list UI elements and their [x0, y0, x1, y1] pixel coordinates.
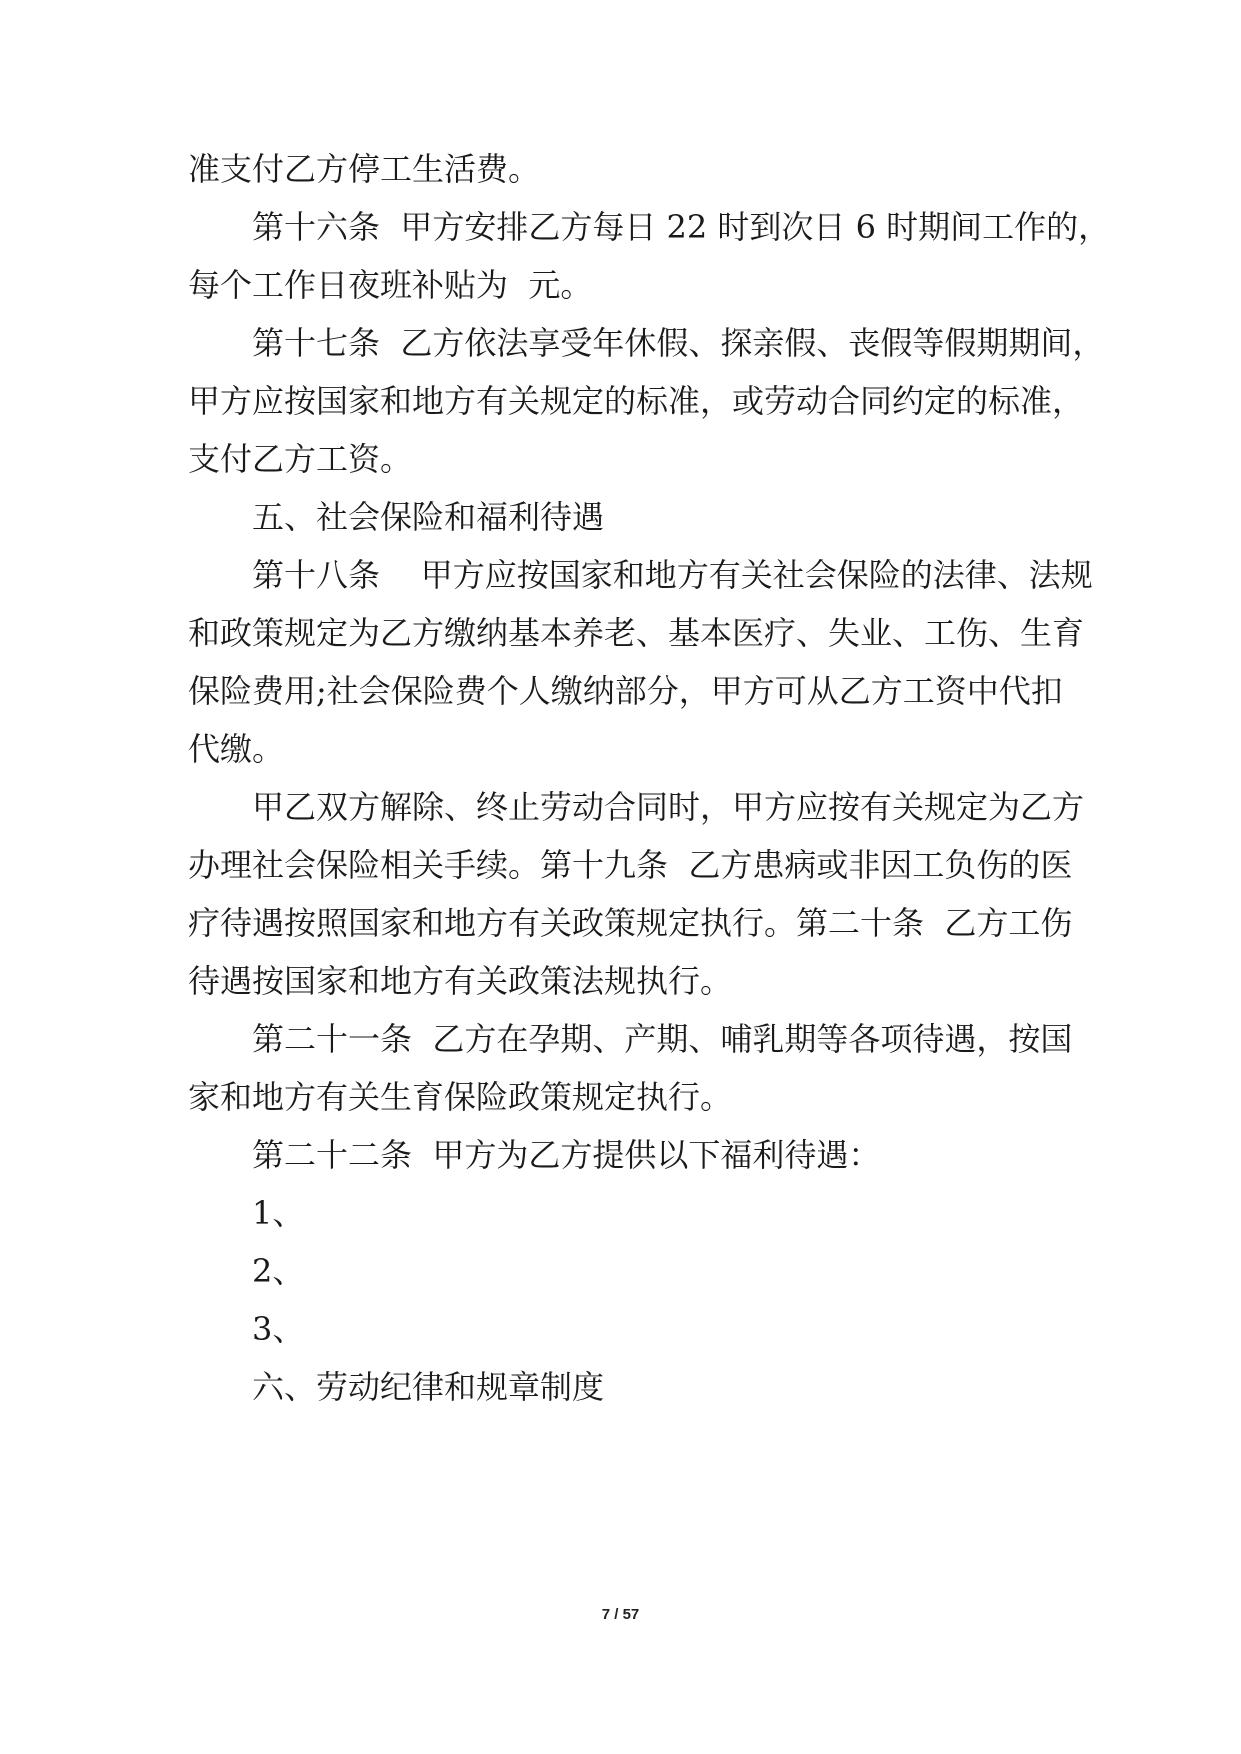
text-line: 办理社会保险相关手续。第十九条 乙方患病或非因工负伤的医 [188, 846, 1073, 884]
text-line: 准支付乙方停工生活费。 [188, 150, 541, 188]
text-line: 第十七条 乙方依法享受年休假、探亲假、丧假等假期期间， [252, 324, 1105, 362]
text-line: 疗待遇按照国家和地方有关政策规定执行。第二十条 乙方工伤 [188, 904, 1073, 942]
text-line: 第十八条 甲方应按国家和地方有关社会保险的法律、法规 [252, 556, 1093, 594]
list-item: 1、 [252, 1194, 305, 1232]
text-line: 甲方应按国家和地方有关规定的标准，或劳动合同约定的标准， [188, 382, 1085, 420]
page-number: 7 / 57 [601, 1606, 640, 1623]
text-line: 代缴。 [188, 730, 285, 768]
text-line: 第二十一条 乙方在孕期、产期、哺乳期等各项待遇，按国 [252, 1020, 1073, 1058]
section-heading: 六、劳动纪律和规章制度 [252, 1368, 605, 1406]
list-item: 3、 [252, 1310, 305, 1348]
text-line: 保险费用;社会保险费个人缴纳部分，甲方可从乙方工资中代扣 [188, 672, 1063, 710]
text-line: 待遇按国家和地方有关政策法规执行。 [188, 962, 733, 1000]
text-line: 和政策规定为乙方缴纳基本养老、基本医疗、失业、工伤、生育 [188, 614, 1085, 652]
text-line: 家和地方有关生育保险政策规定执行。 [188, 1078, 733, 1116]
text-line: 每个工作日夜班补贴为 元。 [188, 266, 593, 304]
text-line: 支付乙方工资。 [188, 440, 413, 478]
list-item: 2、 [252, 1252, 305, 1290]
text-line: 第二十二条 甲方为乙方提供以下福利待遇： [252, 1136, 881, 1174]
section-heading: 五、社会保险和福利待遇 [252, 498, 605, 536]
text-line: 第十六条 甲方安排乙方每日 22 时到次日 6 时期间工作的， [252, 208, 1111, 246]
text-line: 甲乙双方解除、终止劳动合同时，甲方应按有关规定为乙方 [252, 788, 1085, 826]
